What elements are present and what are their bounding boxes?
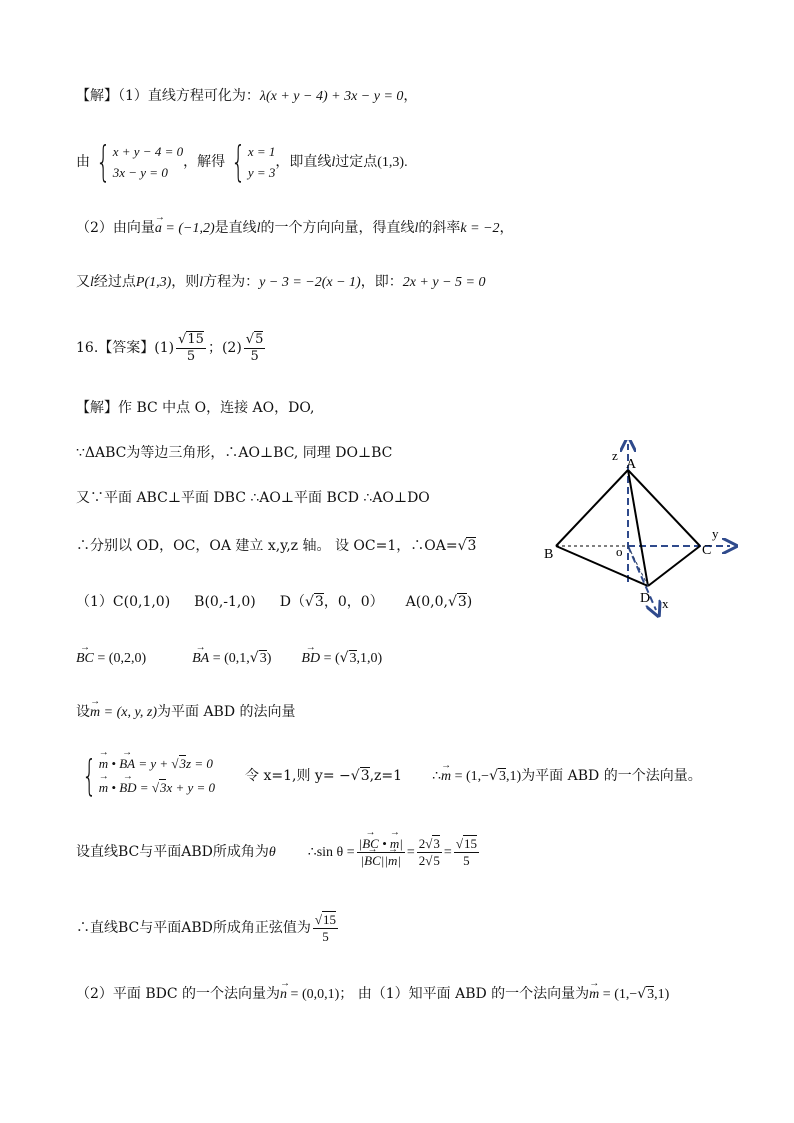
label-o: o	[616, 544, 623, 559]
equation-system: { x + y − 4 = 0 3x − y = 0	[96, 137, 184, 186]
fraction: $\frac{√15}{5}$	[178, 331, 204, 364]
coordinates-line: （1）C(0,1,0) B(0,-1,0) D（√3，0，0） A(0,0,√3)	[76, 594, 473, 610]
label-a: A	[626, 457, 637, 472]
solution-line-1: 【解】（1）直线方程可化为：λ(x + y − 4) + 3x − y = 0，	[76, 88, 418, 104]
angle-line: 设直线BC与平面ABD所成角为θ ∴sin θ = $\frac{|BC \to • m \to|}{|BC \to||m \to|}$ = $\frac{2√3}{2√5}$ = $\frac{√15}{5}$	[76, 830, 481, 875]
solution-line-9: ∴分别以 OD，OC，OA 建立 x,y,z 轴。 设 OC=1，∴OA=√3	[76, 538, 477, 554]
vectors-line: BC → = (0,2,0) BA → = (0,1,√3) BD → = (√3,1,0)	[76, 648, 382, 669]
part2-line: （2）平面 BDC 的一个法向量为n → = (0,0,1)； 由（1）知平面 ABD 的一个法向量为m → = (1,−√3,1)	[76, 984, 669, 1005]
solution-line-8: 又∵平面 ABC⊥平面 DBC ∴AO⊥平面 BCD ∴AO⊥DO	[76, 490, 430, 506]
tetrahedron-diagram	[540, 440, 740, 620]
sine-result-line: ∴直线BC与平面ABD所成角正弦值为 $\frac{√15}{5}$	[76, 911, 337, 944]
label-b: B	[544, 547, 554, 562]
solution-line-3: （2）由向量a → = (−1,2)是直线l的一个方向向量，得直线l的斜率k = −2，	[76, 218, 514, 239]
edge-ab	[556, 470, 628, 546]
fraction: $\frac{2√3}{2√5}$	[418, 835, 440, 868]
normal-vector-def: 设m → = (x, y, z)为平面 ABD 的法向量	[76, 702, 296, 723]
label-z: z	[612, 448, 618, 463]
normal-vector-system: { m → • BA → = y + √3z = 0 m → • BD → = √3x + y = 0 令 x=1,则 y= −√3,z=1 ∴m → = (1,−√3,1)为平面 ABD 的一个法向量。	[76, 752, 702, 800]
solution-line-2: 由 { x + y − 4 = 0 3x − y = 0 ，解得 { x = 1 y = 3 ，即直线l过定点(1,3).	[76, 137, 408, 186]
label-y: y	[712, 526, 719, 541]
solution-line-6: 【解】作 BC 中点 O，连接 AO，DO,	[76, 400, 315, 416]
answer-line: 16.【答案】(1) $\frac{√15}{5}$ ；(2) $\frac{√5}{5}$	[76, 331, 264, 364]
label-c: C	[702, 543, 712, 558]
solution-line-7: ∵ΔABC为等边三角形，∴AO⊥BC, 同理 DO⊥BC	[76, 445, 393, 461]
solution-system: { x = 1 y = 3	[231, 137, 276, 186]
fraction: $\frac{√5}{5}$	[245, 331, 264, 364]
label-x: x	[662, 596, 669, 611]
equation-system: { m → • BA → = y + √3z = 0 m → • BD → = √3x + y = 0	[76, 752, 215, 800]
fraction: $\frac{|BC \to • m \to|}{|BC \to||m \to|}$	[357, 836, 405, 869]
edge-cd	[648, 546, 700, 586]
line-equation: λ(x + y − 4) + 3x − y = 0	[259, 89, 404, 104]
edge-bd	[556, 546, 648, 586]
solution-tag: 【解】	[76, 88, 118, 104]
answer-tag: 【答案】	[98, 340, 155, 356]
fraction: $\frac{√15}{5}$	[455, 835, 477, 868]
fraction: $\frac{√15}{5}$	[314, 911, 337, 944]
label-d: D	[640, 591, 651, 606]
solution-line-4: 又l经过点P(1,3)，则l方程为：y − 3 = −2(x − 1)，即：2x + y − 5 = 0	[76, 274, 486, 290]
